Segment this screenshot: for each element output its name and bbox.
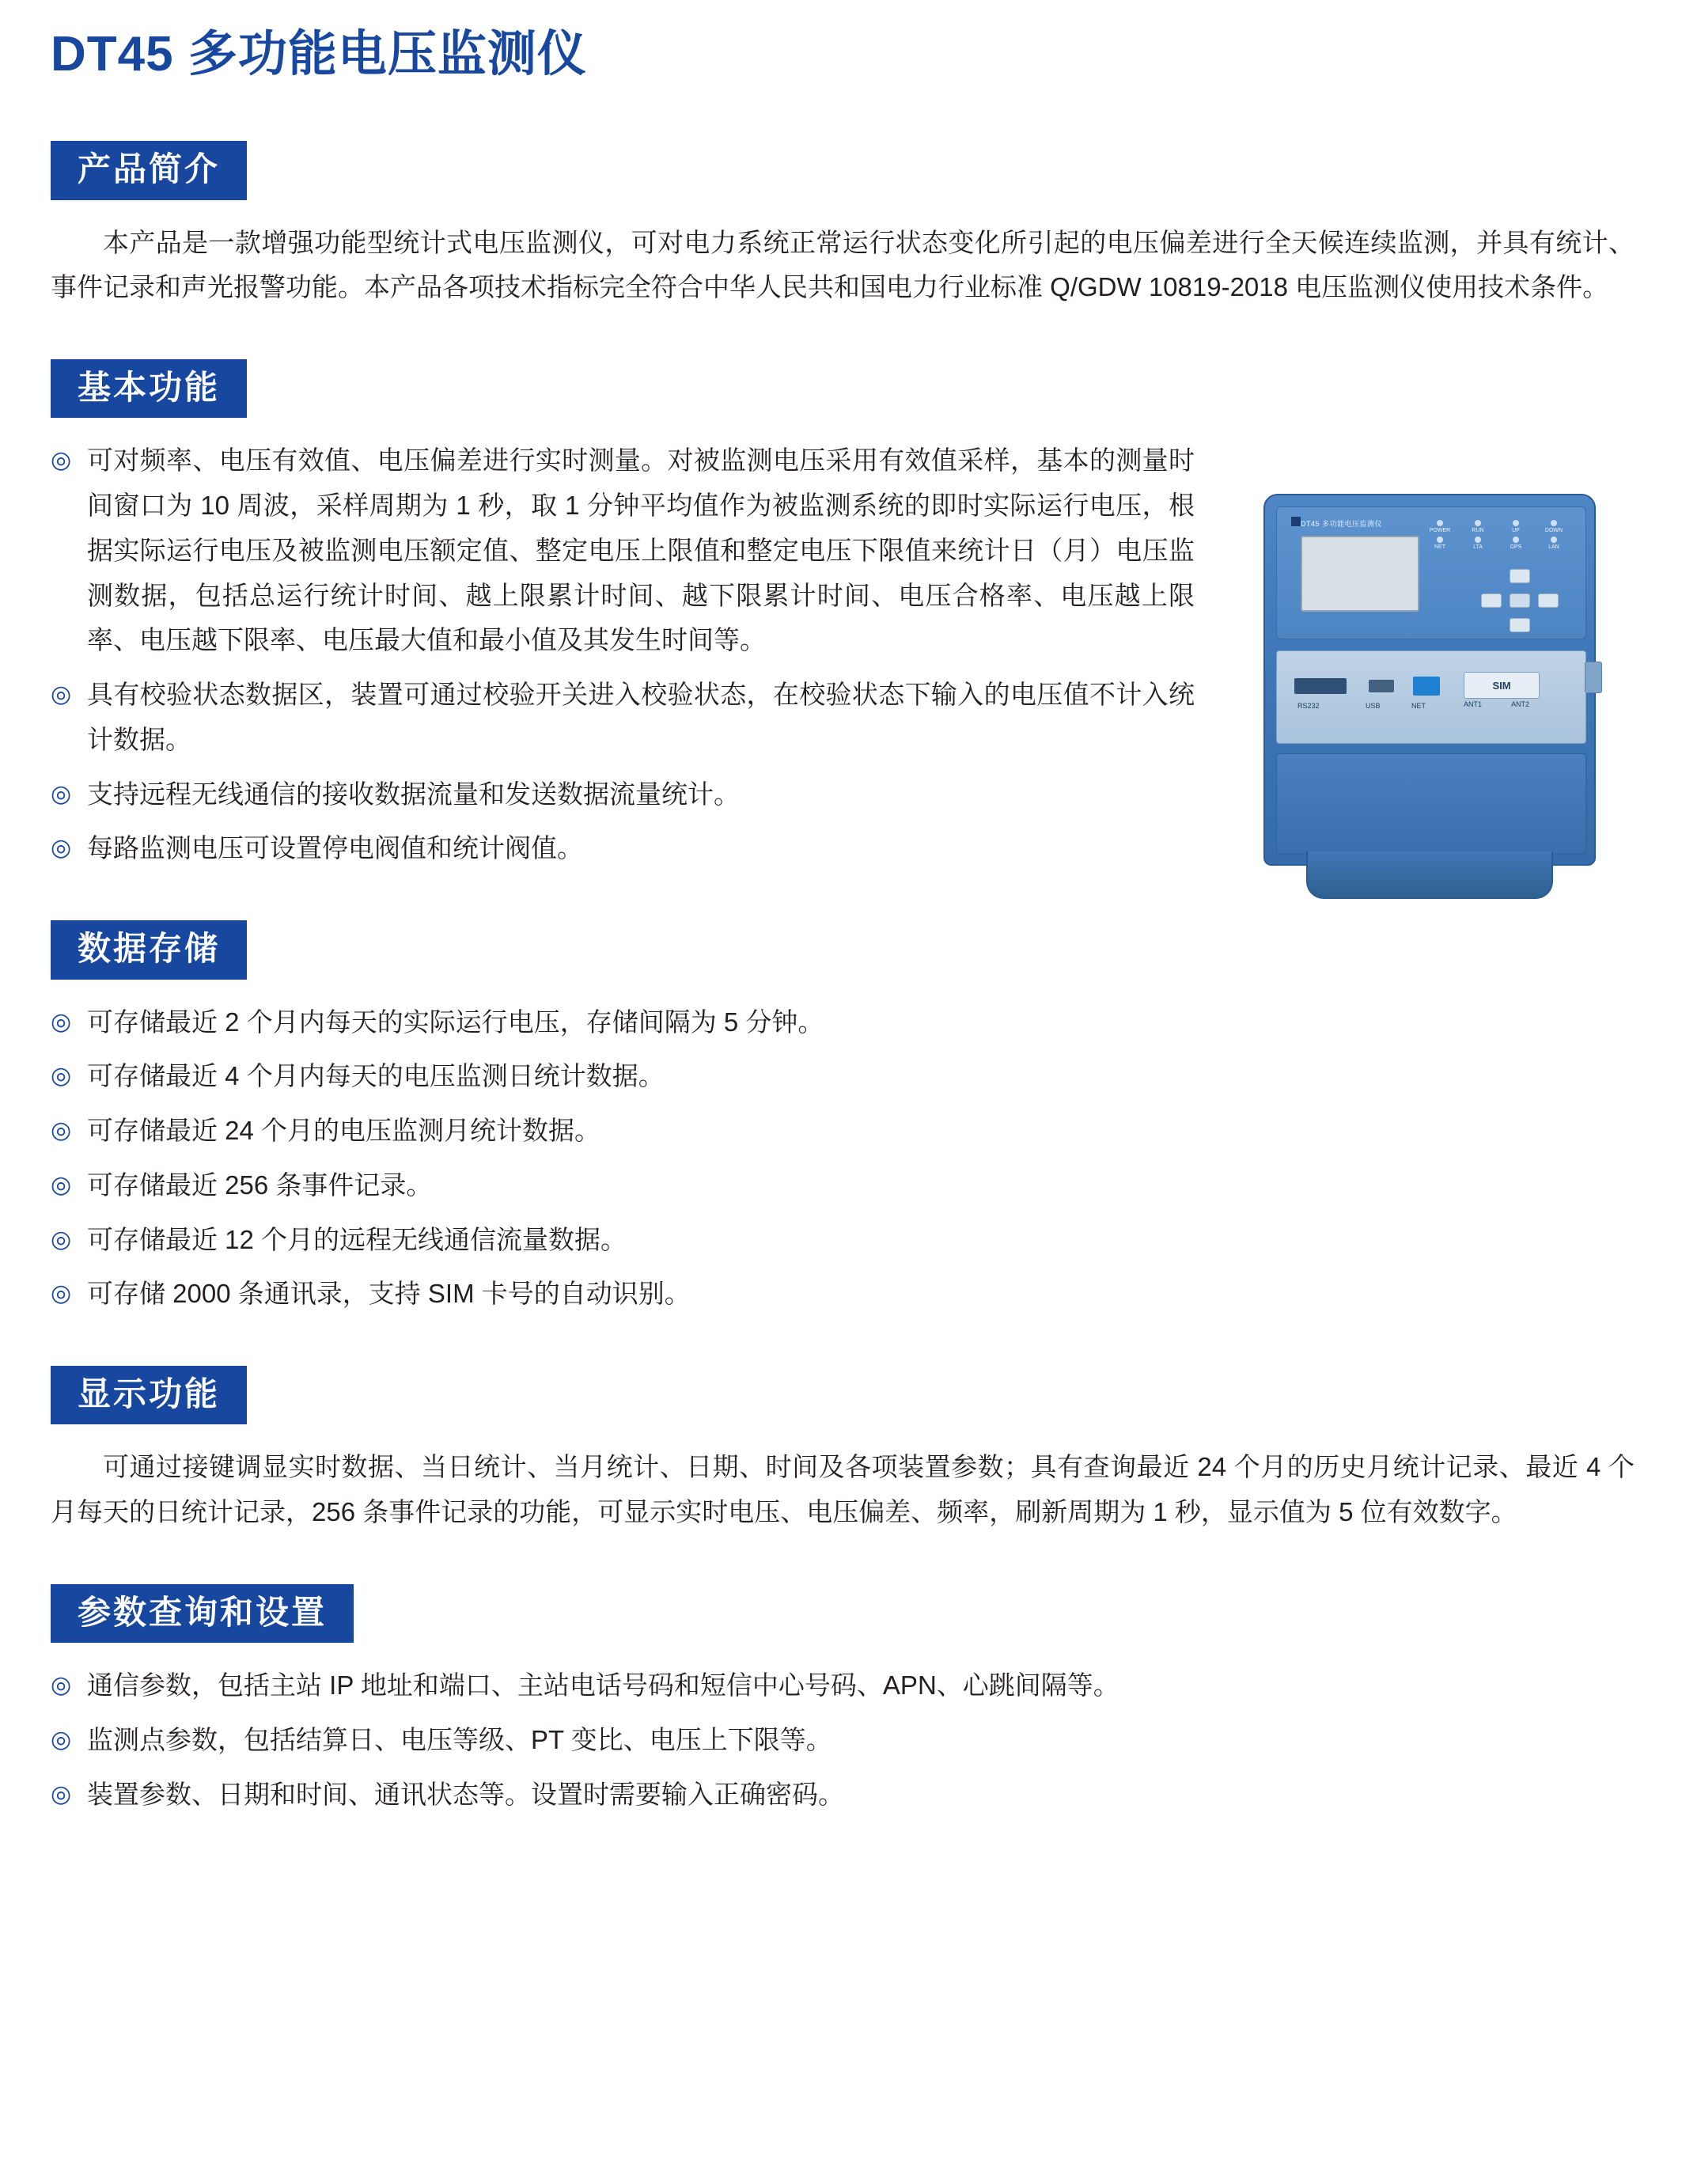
list-item-label: 可存储最近 12 个月的远程无线通信流量数据。 (87, 1224, 627, 1254)
key-up[interactable] (1510, 569, 1530, 583)
list-item (51, 1272, 1635, 1317)
led-run (1462, 520, 1494, 533)
list-item-label: 装置参数、日期和时间、通讯状态等。设置时需要输入正确密码。 (87, 1779, 844, 1809)
bullet-marker-icon: ◎ (51, 1672, 72, 1699)
list-item (51, 1663, 1635, 1708)
list-item-label: 可存储最近 256 条事件记录。 (87, 1170, 433, 1200)
device-port-panel (1276, 650, 1586, 744)
list-item (51, 1109, 1635, 1154)
key-down[interactable] (1510, 618, 1530, 632)
list-item (51, 1000, 1635, 1045)
section-paragraph-display: 可通过接键调显实时数据、当日统计、当月统计、日期、时间及各项装置参数；具有查询最近 24 个月的历史月统计记录、最近 4 个月每天的日统计记录，256 条事件记录的功能，可显示实时电压、电压偏差、频率，刷新周期为 1 秒，显示值为 5 位有效数字。 (51, 1452, 1635, 1527)
port-label-ant1: ANT1 (1464, 700, 1483, 708)
bullet-marker-icon: ◎ (51, 780, 72, 807)
sim-slot-label: SIM (1464, 672, 1540, 699)
section-heading-display-functions (51, 1366, 1635, 1424)
brand-logo-icon (1291, 517, 1301, 526)
device-illustration (1263, 494, 1596, 921)
led-down (1538, 520, 1570, 533)
led-label: DOWN (1544, 528, 1563, 533)
list-item (51, 1718, 1635, 1763)
bullet-marker-icon: ◎ (51, 1171, 72, 1198)
led-lan (1538, 537, 1570, 550)
list-item (51, 1773, 1635, 1818)
usb-port-icon (1369, 680, 1394, 692)
led-power (1424, 520, 1456, 533)
list-item-label: 监测点参数，包括结算日、电压等级、PT 变比、电压上下限等。 (87, 1724, 832, 1754)
device-model-label: DT45 多功能电压监测仪 (1301, 520, 1383, 528)
list-item (51, 1218, 1635, 1263)
device-latch-icon (1585, 662, 1602, 693)
list-item-label: 支持远程无线通信的接收数据流量和发送数据流量统计。 (87, 779, 740, 809)
bullet-marker-icon: ◎ (51, 1226, 72, 1253)
page-title: DT45 多功能电压监测仪 (51, 27, 587, 82)
list-item-label: 可存储 2000 条通讯录，支持 SIM 卡号的自动识别。 (87, 1279, 691, 1309)
list-item (51, 1163, 1635, 1208)
list-item-label: 每路监测电压可设置停电阀值和统计阀值。 (87, 833, 583, 863)
led-label: RUN (1472, 528, 1484, 533)
bullet-marker-icon: ◎ (51, 835, 72, 862)
list-data-storage (51, 1000, 1635, 1318)
led-label: NET (1434, 544, 1445, 550)
list-item (51, 1054, 1635, 1099)
key-right[interactable] (1538, 593, 1559, 608)
led-net (1424, 537, 1456, 550)
led-gps (1500, 537, 1532, 550)
port-label-net: NET (1411, 702, 1426, 710)
device-body (1263, 494, 1596, 866)
bullet-marker-icon: ◎ (51, 1780, 72, 1807)
bullet-marker-icon: ◎ (51, 1117, 72, 1144)
device-lower-cover (1276, 753, 1586, 855)
section-tag-label: 数据存储 (51, 920, 247, 979)
bullet-marker-icon: ◎ (51, 1280, 72, 1307)
bullet-marker-icon: ◎ (51, 447, 72, 474)
list-item-label: 具有校验状态数据区，装置可通过校验开关进入校验状态，在校验状态下输入的电压值不计入统计数据。 (87, 680, 1195, 754)
section-tag-label: 参数查询和设置 (51, 1584, 354, 1643)
section-heading-intro (51, 141, 1635, 199)
led-indicator-group (1424, 520, 1574, 550)
key-left[interactable] (1481, 593, 1502, 608)
list-item-label: 通信参数，包括主站 IP 地址和端口、主站电话号码和短信中心号码、APN、心跳间隔等。 (87, 1670, 1119, 1701)
led-label: LTA (1473, 544, 1483, 550)
list-item-label: 可存储最近 2 个月内每天的实际运行电压，存储间隔为 5 分钟。 (87, 1007, 824, 1037)
led-label: GPS (1510, 544, 1522, 550)
bullet-marker-icon: ◎ (51, 681, 72, 708)
section-tag-label: 产品简介 (51, 141, 247, 199)
device-terminal-cover (1306, 851, 1553, 899)
bullet-marker-icon: ◎ (51, 1008, 72, 1035)
section-heading-basic-functions (51, 359, 1635, 418)
led-label: LAN (1548, 544, 1559, 550)
led-label: POWER (1429, 528, 1451, 533)
section-tag-label: 基本功能 (51, 359, 247, 418)
key-enter[interactable] (1510, 593, 1530, 608)
bullet-marker-icon: ◎ (51, 1063, 72, 1090)
led-lta (1462, 537, 1494, 550)
net-port-icon (1413, 677, 1440, 696)
device-lcd-screen (1301, 536, 1419, 612)
led-up (1500, 520, 1532, 533)
device-keypad (1476, 569, 1563, 637)
port-label-ant2: ANT2 (1511, 700, 1530, 708)
list-parameter-settings (51, 1663, 1635, 1817)
led-label: UP (1512, 528, 1520, 533)
port-label-rs232: RS232 (1297, 702, 1320, 710)
bullet-marker-icon: ◎ (51, 1726, 72, 1753)
section-heading-parameter-settings (51, 1584, 1635, 1643)
device-front-panel (1276, 506, 1586, 639)
list-item-label: 可对频率、电压有效值、电压偏差进行实时测量。对被监测电压采用有效值采样，基本的测量时间窗口为 10 周波，采样周期为 1 秒，取 1 分钟平均值作为被监测系统的即时实际运行电压，根据实际运行电压及被监测电压额定值、整定电压上限值和整定电压下限值来统计日（月）电压监测数据，包括总运行统计时间、越上限累计时间、越下限累计时间、电压合格率、电压越上限率、电压越下限率、电压最大值和最小值及其发生时间等。 (87, 446, 1195, 655)
rs232-port-icon (1294, 678, 1347, 694)
product-photo (1260, 494, 1600, 937)
list-item-label: 可存储最近 24 个月的电压监测月统计数据。 (87, 1116, 601, 1146)
section-tag-label: 显示功能 (51, 1366, 247, 1424)
section-paragraph-intro: 本产品是一款增强功能型统计式电压监测仪，可对电力系统正常运行状态变化所引起的电压偏差进行全天候连续监测，并具有统计、事件记录和声光报警功能。本产品各项技术指标完全符合中华人民共和国电力行业标准 Q/GDW 10819-2018 电压监测仪使用技术条件。 (51, 227, 1635, 302)
port-label-usb: USB (1366, 702, 1381, 710)
list-item-label: 可存储最近 4 个月内每天的电压监测日统计数据。 (87, 1061, 665, 1091)
